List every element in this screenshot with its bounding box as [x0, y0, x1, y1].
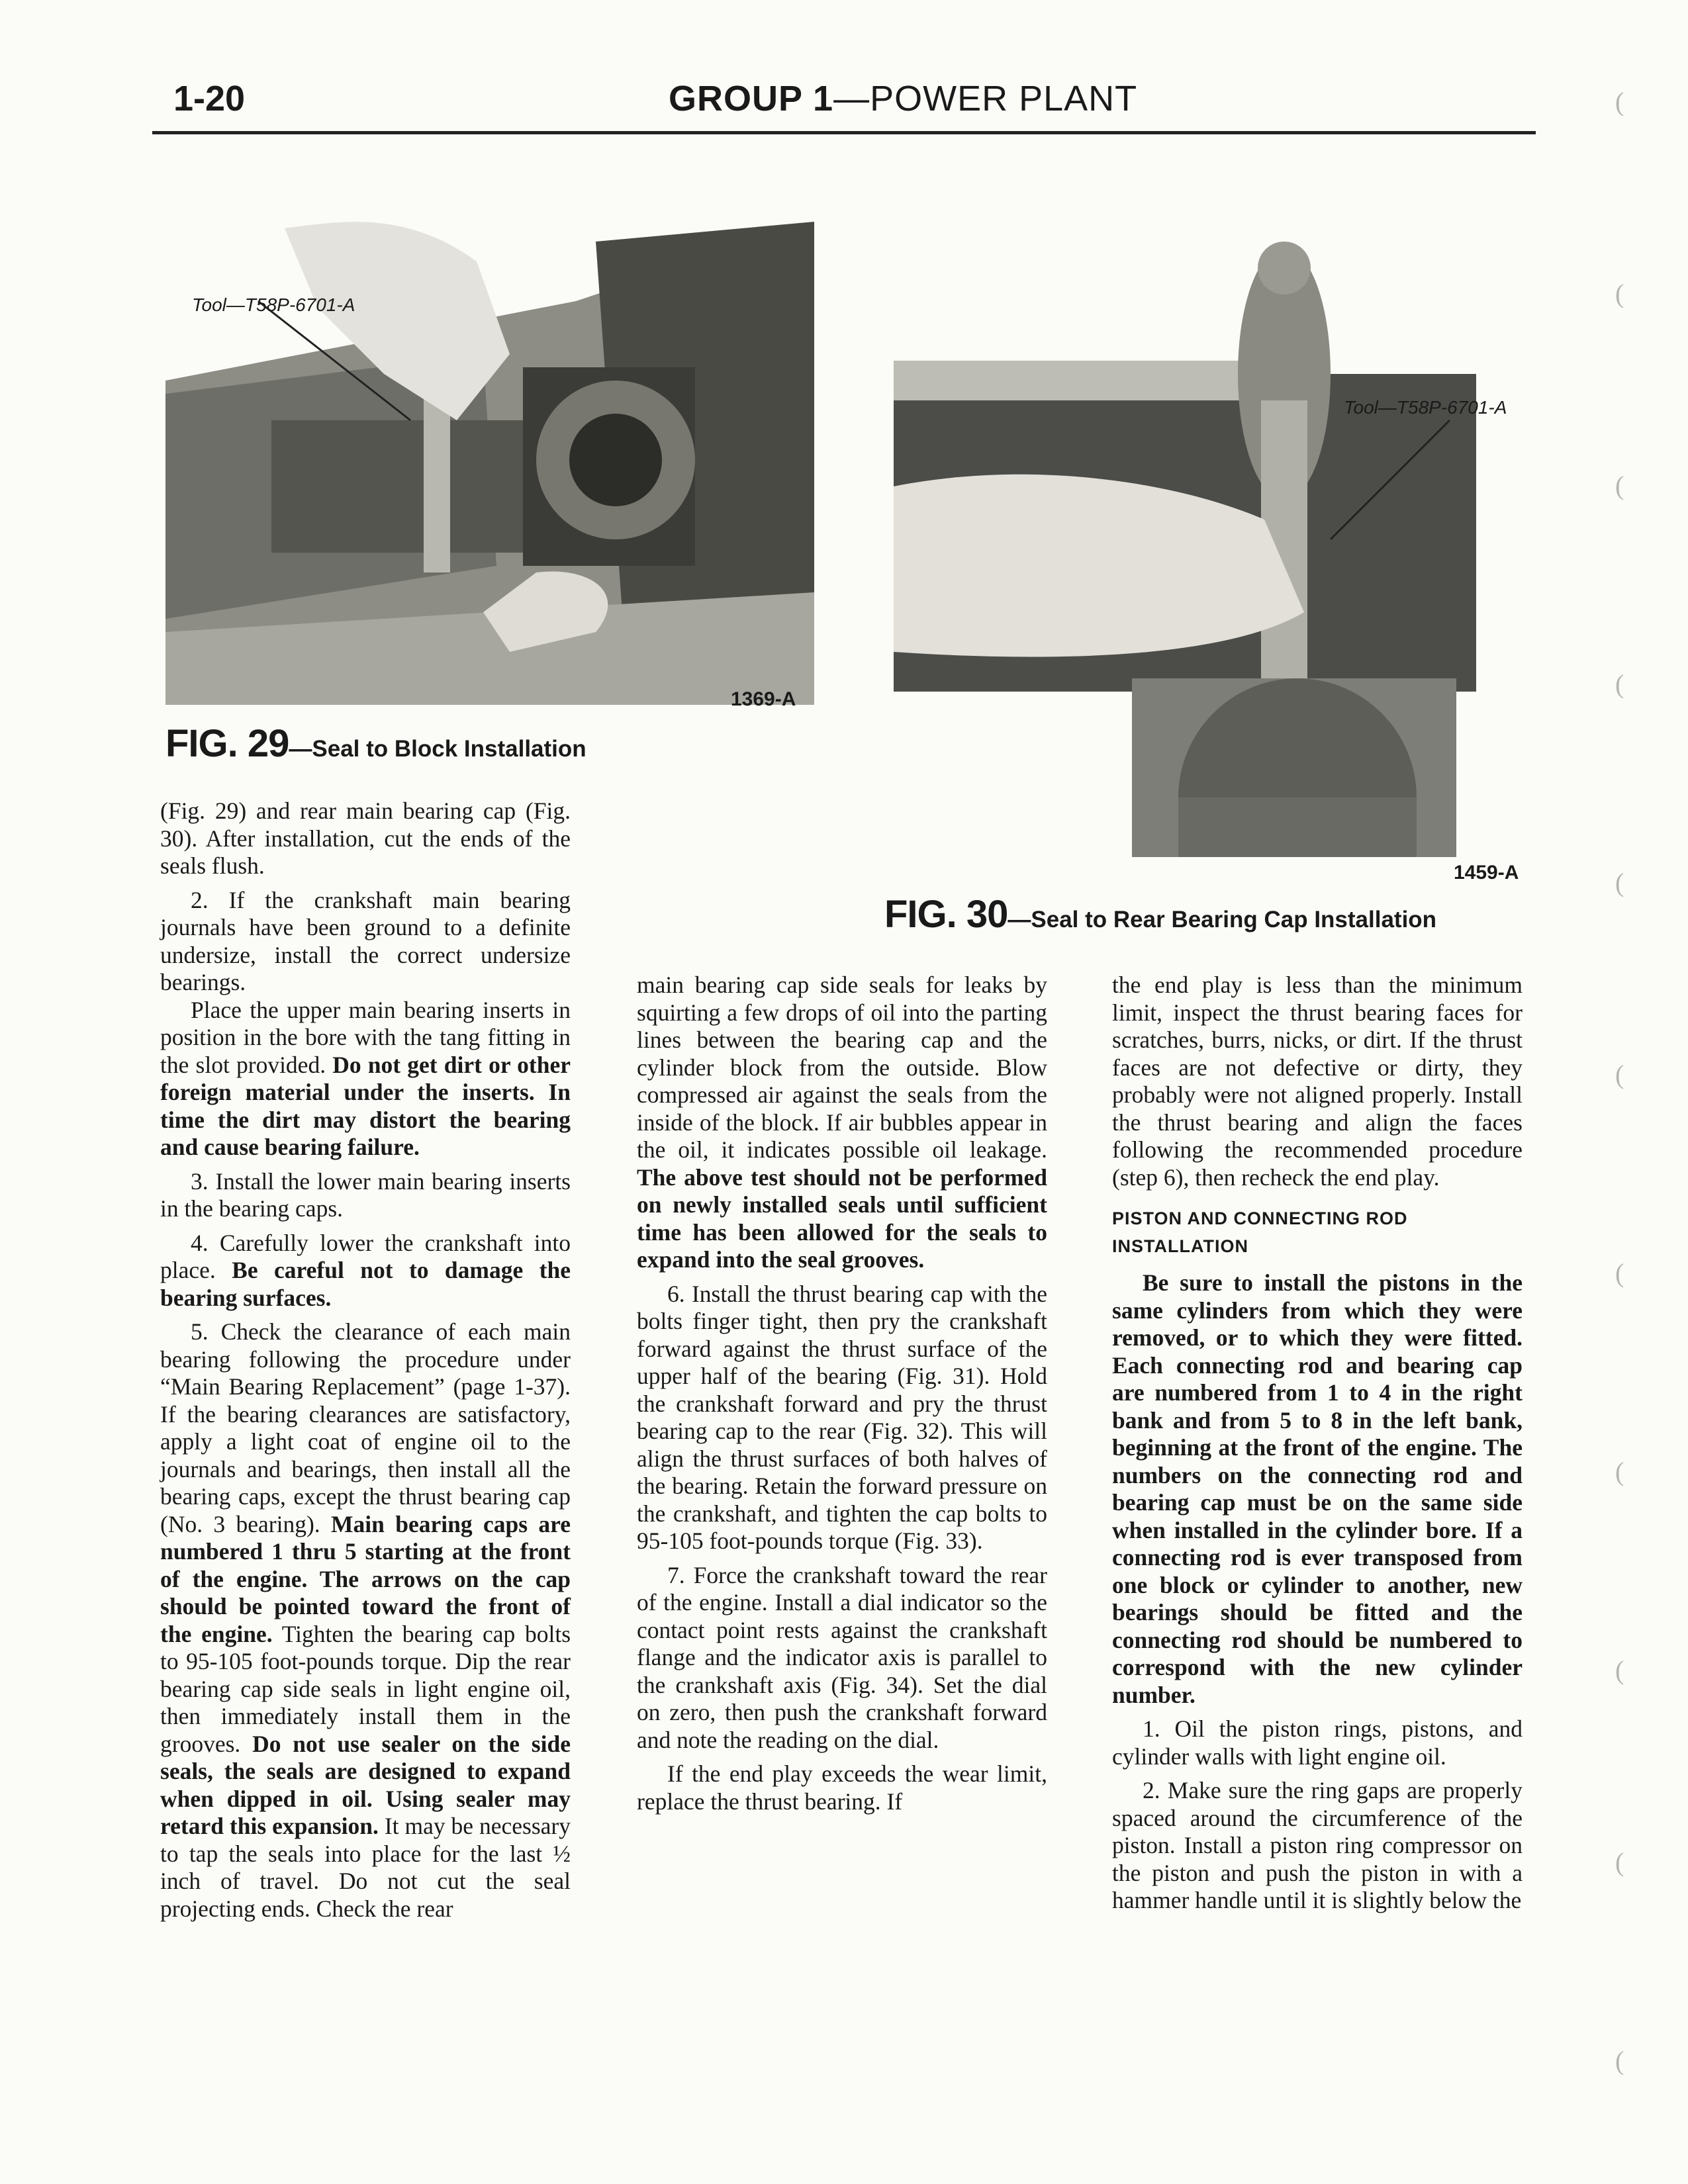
- col2-paragraph-4: If the end play exceeds the wear limit, replace the thrust bearing. If: [637, 1760, 1047, 1815]
- text-column-3: [1112, 972, 1523, 1915]
- page-title: [669, 78, 1137, 119]
- binder-mark: (: [1615, 1060, 1624, 1089]
- col2-paragraph-2: 6. Install the thrust bearing cap with the bolts finger tight, then pry the crankshaft forward against the thrust surface of the upper half of the bearing (Fig. 31). Hold the crankshaft forward and pry the thrust bearing cap to the rear (Fig. 32). This will align the thrust surfaces of both halves of the bearing. Retain the forward pressure on the crankshaft, and tighten the cap bolts to 95-105 foot-pounds torque (Fig. 33).: [637, 1280, 1047, 1554]
- page-title-rest: —POWER PLANT: [833, 79, 1138, 118]
- col1-paragraph-4: 3. Install the lower main bearing inserts in the bearing caps.: [160, 1167, 571, 1222]
- figure-29-caption: [165, 721, 586, 766]
- figure-29-title: —Seal to Block Installation: [289, 736, 586, 762]
- figure-30-caption: [884, 892, 1436, 936]
- col1-paragraph-3: [160, 997, 571, 1161]
- col1-paragraph-6: [160, 1318, 571, 1923]
- binder-mark: (: [1615, 87, 1624, 116]
- col1-p5-text: 4. Carefully lower the crankshaft into place.: [160, 1229, 571, 1283]
- col2-paragraph-1: [637, 972, 1047, 1274]
- figure-30-tool-label: Tool—T58P-6701-A: [1344, 397, 1507, 418]
- figure-30-title: —Seal to Rear Bearing Cap Installation: [1008, 907, 1437, 933]
- col3-paragraph-3: 1. Oil the piston rings, pistons, and cylinder walls with light engine oil.: [1112, 1715, 1523, 1770]
- page-number: 1-20: [173, 79, 246, 118]
- binder-mark: (: [1615, 1457, 1624, 1486]
- col3-p2-warning: Be sure to install the pistons in the same cylinders from which they were removed, or to which they were fitted. Each connecting rod and bearing cap are numbered from 1 to 4 in the right bank and from 5 to 8 in the left bank, beginning at the front of the engine. The numbers on the connecting rod and bearing cap must be on the same side when installed in the cylinder bore. If a connecting rod is ever transposed from one block or cylinder to another, new bearings should be fitted and the connecting rod should be numbered to correspond with the new cylinder number.: [1112, 1269, 1523, 1708]
- col1-p5-warning: Be careful not to damage the bearing surfaces.: [160, 1257, 571, 1311]
- figure-30-illustration: [894, 242, 1476, 864]
- col2-p1-text: main bearing cap side seals for leaks by squirting a few drops of oil into the parting lines between the bearing cap and the cylinder block from the outside. Blow compressed air against the seals from the inside of the block. If air bubbles appear in the oil, it indicates possible oil leakage.: [637, 972, 1047, 1163]
- figure-30-photo: [894, 242, 1476, 864]
- col1-p6-text-c: Tighten the bearing cap bolts to 95-105 foot-pounds torque. Dip the rear bearing cap side seals in light engine oil, then immediately install them in the grooves.: [160, 1620, 571, 1757]
- section-heading: PISTON AND CONNECTING ROD INSTALLATION: [1112, 1208, 1408, 1256]
- binder-mark: (: [1615, 279, 1624, 308]
- figure-29-number: FIG. 29: [165, 722, 289, 765]
- col3-paragraph-1: the end play is less than the minimum limit, inspect the thrust bearing faces for scratches, burrs, nicks, or dirt. If the thrust faces are not defective or dirty, they probably were not aligned properly. Install the thrust bearing and align the faces following the recommended procedure (step 6), then recheck the end play.: [1112, 972, 1523, 1191]
- binder-mark: (: [1615, 2046, 1624, 2075]
- col1-p3-text: Place the upper main bearing inserts in position in the bore with the tang fitting in the slot provided.: [160, 996, 571, 1078]
- figure-29-tool-label: Tool—T58P-6701-A: [192, 295, 355, 315]
- text-column-2: [637, 972, 1047, 1815]
- col2-p1-warning: The above test should not be performed on newly installed seals until sufficient time has been allowed for the seals to expand into the seal grooves.: [637, 1163, 1047, 1273]
- header-rule: [152, 131, 1536, 134]
- binder-mark: (: [1615, 1655, 1624, 1685]
- col1-p6-text-a: 5. Check the clearance of each main bearing following the procedure under “Main Bearing Replacement” (page 1-37). If the bearing clearances are satisfactory, apply a light coat of engine oil to the journals and bearings, then install all the bearing caps, except the thrust bearing cap (No. 3 bearing).: [160, 1318, 571, 1537]
- binder-mark: (: [1615, 1258, 1624, 1288]
- col1-paragraph-5: [160, 1230, 571, 1312]
- col1-p3-warning: Do not get dirt or other foreign material under the inserts. In time the dirt may distort the bearing and cause bearing failure.: [160, 1051, 571, 1160]
- figure-30-image-code: 1459-A: [1454, 862, 1519, 884]
- text-column-1: [160, 797, 571, 1923]
- figure-29-image-code: 1369-A: [731, 688, 796, 710]
- col1-p6-note-b: Do not use sealer on the side seals, the seals are designed to expand when dipped in oil. Using sealer may retard this expansion.: [160, 1730, 571, 1839]
- col2-paragraph-3: 7. Force the crankshaft toward the rear of the engine. Install a dial indicator so the contact point rests against the crankshaft flange and the indicator axis is parallel to the crankshaft axis (Fig. 34). Set the dial on zero, then push the crankshaft forward and note the reading on the dial.: [637, 1561, 1047, 1753]
- col1-p6-note-a: Main bearing caps are numbered 1 thru 5 starting at the front of the engine. The arrows on the cap should be pointed toward the front of the engine.: [160, 1510, 571, 1647]
- binder-mark: (: [1615, 868, 1624, 897]
- binder-mark: (: [1615, 669, 1624, 699]
- binder-mark: (: [1615, 1847, 1624, 1877]
- figure-30-number: FIG. 30: [884, 893, 1008, 936]
- col1-p6-text-e: It may be necessary to tap the seals into place for the last ½ inch of travel. Do not cut the seal projecting ends. Check the rear: [160, 1813, 571, 1922]
- page-title-group: GROUP 1: [669, 79, 834, 118]
- col3-paragraph-2: [1112, 1269, 1523, 1709]
- col1-paragraph-1: (Fig. 29) and rear main bearing cap (Fig. 30). After installation, cut the ends of the seals flush.: [160, 797, 571, 879]
- col1-paragraph-2: 2. If the crankshaft main bearing journals have been ground to a definite undersize, install the correct undersize bearings.: [160, 886, 571, 995]
- binder-mark: (: [1615, 471, 1624, 500]
- col3-paragraph-4: 2. Make sure the ring gaps are properly spaced around the circumference of the piston. Install a piston ring compressor on the piston and push the piston in with a hammer handle until it is slightly below the: [1112, 1777, 1523, 1913]
